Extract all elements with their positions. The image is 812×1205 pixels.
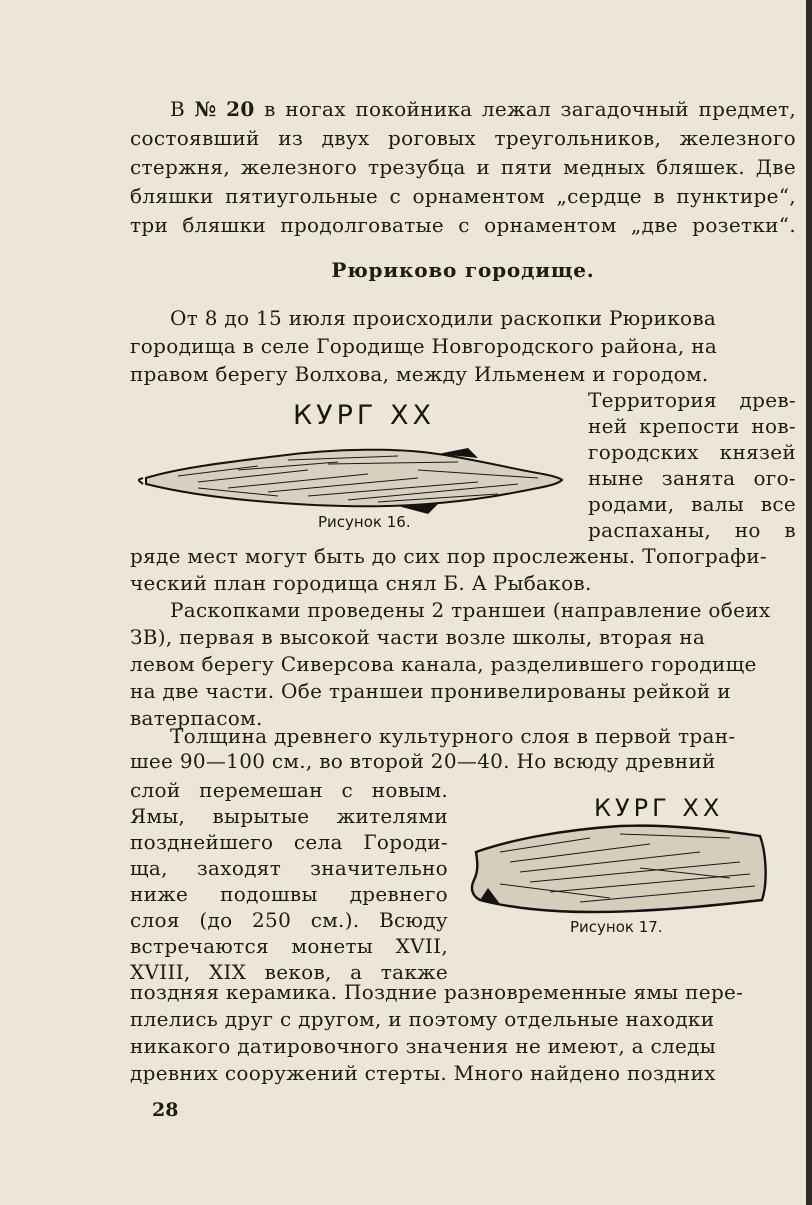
text-line: слоя (до 250 см.). Всюду — [130, 908, 448, 932]
text-line: Толщина древнего культурного слоя в первой тран- — [170, 724, 736, 748]
text-line: древних сооружений стерты. Много найдено поздних — [130, 1061, 716, 1085]
artifact-drawing — [470, 822, 770, 917]
text-line: левом берегу Сиверсова канала, разделившего городище — [130, 652, 757, 676]
section-title: Рюриково городище. — [331, 258, 595, 282]
figure-17-caption: Рисунок 17. — [570, 918, 663, 936]
figure-17-title: КУРГ XX — [594, 794, 724, 822]
text-line: ческий план городища снял Б. А Рыбаков. — [130, 571, 592, 595]
text-line: В № 20 в ногах покойника лежал загадочный предмет, — [170, 97, 796, 121]
text-line: распаханы, но в — [588, 518, 796, 542]
text-line: состоявший из двух роговых треугольников, железного — [130, 126, 796, 150]
text-line: От 8 до 15 июля происходили раскопки Рюрикова — [170, 306, 717, 330]
text-line: плелись друг с другом, и поэтому отдельные находки — [130, 1007, 715, 1031]
text-line: ныне занята ого- — [588, 466, 796, 490]
text-line: городских князей — [588, 440, 796, 464]
page-edge — [806, 0, 812, 1205]
text-line: стержня, железного трезубца и пяти медных бляшек. Две — [130, 155, 796, 179]
text-line: ватерпасом. — [130, 706, 263, 730]
text-line: XVIII, XIX веков, а также — [130, 960, 448, 984]
text-line: три бляшки продолговатые с орнаментом „две розетки“. — [130, 213, 796, 237]
text-line: ща, заходят значительно — [130, 856, 448, 880]
text-line: поздняя керамика. Поздние разновременные ямы пере- — [130, 980, 744, 1004]
text-line: бляшки пятиугольные с орнаментом „сердце в пунктире“, — [130, 184, 796, 208]
artifact-drawing — [138, 440, 568, 520]
text-line: позднейшего села Городи- — [130, 830, 448, 854]
text-line: ряде мест могут быть до сих пор прослежены. Топографи- — [130, 544, 767, 568]
text-line: ниже подошвы древнего — [130, 882, 448, 906]
text-line: Территория древ- — [588, 388, 796, 412]
text-line: на две части. Обе траншеи пронивелированы рейкой и — [130, 679, 731, 703]
text-line: городища в селе Городище Новгородского района, на — [130, 334, 718, 358]
text-line: встречаются монеты XVII, — [130, 934, 448, 958]
text-line: ней крепости нов- — [588, 414, 796, 438]
text-line: Ямы, вырытые жителями — [130, 804, 448, 828]
figure-16-caption: Рисунок 16. — [318, 513, 411, 531]
text-line: родами, валы все — [588, 492, 796, 516]
text-line: никакого датировочного значения не имеют, а следы — [130, 1034, 716, 1058]
text-line: слой перемешан с новым. — [130, 778, 448, 802]
figure-17 — [470, 792, 770, 947]
text-line: ЗВ), первая в высокой части возле школы, вторая на — [130, 625, 706, 649]
figure-16 — [138, 396, 568, 546]
text-line: правом берегу Волхова, между Ильменем и городом. — [130, 362, 709, 386]
figure-16-title: КУРГ XX — [293, 400, 435, 431]
text-line: шее 90—100 см., во второй 20—40. Но всюду древний — [130, 749, 716, 773]
text-line: Раскопками проведены 2 траншеи (направление обеих — [170, 598, 771, 622]
page-number: 28 — [152, 1099, 179, 1121]
